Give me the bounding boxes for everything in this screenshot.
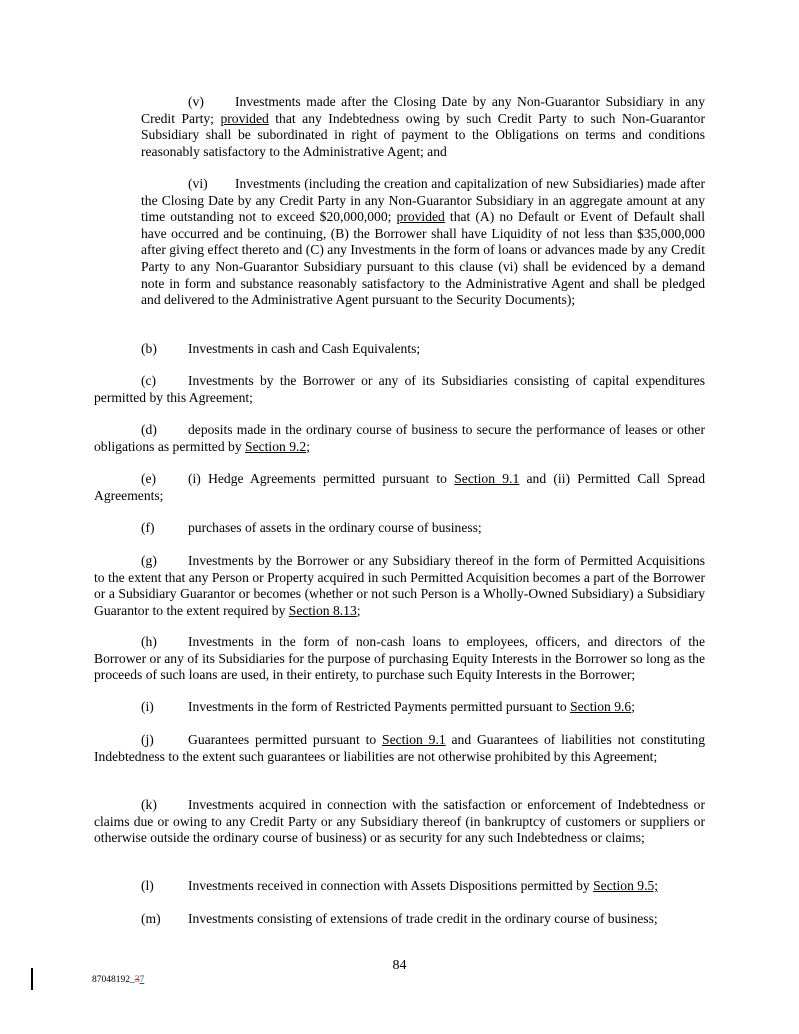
- clause-label: (m): [141, 911, 161, 926]
- clause-text: Investments (including the creation and capitalization of new Subsidiaries) made after the Closing Date by any Credit Party in any Non-Guarantor Subsidiary in an aggregate amount at any time outstanding not to exceed $20,000,000;: [141, 176, 705, 225]
- clause-i: [94, 699, 705, 716]
- clause-f: [94, 520, 705, 537]
- deleted-revision: 3: [134, 975, 140, 985]
- clause-label: (i): [141, 699, 154, 714]
- clause-text: Investments in the form of Restricted Payments permitted pursuant to: [188, 699, 571, 714]
- clause-underlined: provided: [220, 110, 269, 126]
- clause-text: Investments in cash and Cash Equivalents;: [188, 341, 421, 356]
- clause-text: and (ii) Permitted Call Spread Agreements;: [94, 471, 706, 503]
- clause-label: (e): [141, 471, 157, 486]
- clause-label: (l): [141, 878, 154, 893]
- revision-bar: [31, 968, 33, 990]
- clause-label: (k): [141, 797, 157, 812]
- clause-text: ;: [356, 602, 361, 618]
- clause-label: (h): [141, 634, 157, 649]
- clause-label: (b): [141, 341, 157, 356]
- clause-g: [94, 553, 705, 619]
- clause-v: [141, 94, 705, 160]
- doc-id: 87048192_: [92, 975, 135, 985]
- clause-c: [94, 373, 705, 406]
- clause-label: (vi): [188, 176, 208, 191]
- clause-text: (i) Hedge Agreements permitted pursuant to: [188, 471, 455, 486]
- clause-j: [94, 732, 705, 765]
- clause-e: [94, 471, 705, 504]
- clause-text: ;: [631, 699, 636, 714]
- clause-text: Investments received in connection with Assets Dispositions permitted by: [188, 878, 594, 893]
- section-ref: Section 9.6: [570, 699, 632, 714]
- clause-text: Guarantees permitted pursuant to: [188, 732, 383, 747]
- clause-text: deposits made in the ordinary course of business to secure the performance of leases or other obligations as permitted by: [94, 422, 705, 454]
- clause-k: [94, 797, 705, 847]
- clause-text: Investments in the form of non-cash loans to employees, officers, and directors of the Borrower or any of its Subsidiaries for the purpose of purchasing Equity Interests in the Borrower so long as the proceeds of such loans are used, in their entirety, to purchase such Equity Interests in the Borrower;: [94, 634, 705, 683]
- clause-text: purchases of assets in the ordinary course of business;: [188, 520, 482, 535]
- clause-text: that any Indebtedness owing by such Credit Party to such Non-Guarantor Subsidiary shall be subordinated in right of payment to the Obligations on terms and conditions reasonably satisfactory to the Administrative Agent; and: [141, 110, 705, 159]
- clause-label: (j): [141, 732, 154, 747]
- clause-label: (g): [141, 553, 157, 568]
- clause-text: Investments by the Borrower or any of its Subsidiaries consisting of capital expenditures permitted by this Agreement;: [94, 373, 705, 405]
- clause-vi: [141, 176, 705, 309]
- clause-text: that (A) no Default or Event of Default shall have occurred and be continuing, (B) the Borrower shall have Liquidity of not less than $35,000,000 after giving effect thereto and (C) any Investments in the form of loans or advances made by any Credit Party to any Non-Guarantor Subsidiary pursuant to this clause (vi) shall be evidenced by a demand note in form and substance reasonably satisfactory to the Administrative Agent and shall be pledged and delivered to the Administrative Agent pursuant to the Security Documents);: [141, 209, 705, 308]
- clause-label: (v): [188, 94, 204, 109]
- section-ref: Section 9.1: [454, 471, 520, 486]
- section-ref: Section 9.2: [245, 438, 307, 454]
- inserted-revision: 7: [139, 975, 145, 985]
- clause-text: ;: [306, 438, 310, 454]
- clause-m: [94, 911, 705, 928]
- clause-text: and Guarantees of liabilities not constituting Indebtedness to the extent such guarantees or liabilities are not otherwise prohibited by this Agreement;: [94, 732, 706, 764]
- clause-label: (f): [141, 520, 155, 535]
- clause-l: [94, 878, 705, 895]
- section-ref: Section 9.1: [382, 732, 446, 747]
- clause-text: Investments consisting of extensions of trade credit in the ordinary course of business;: [188, 911, 658, 926]
- section-ref: Section 8.13: [288, 602, 357, 618]
- clause-text: Investments made after the Closing Date by any Non-Guarantor Subsidiary in any Credit Party;: [141, 94, 705, 126]
- clause-d: [94, 422, 705, 455]
- clause-label: (c): [141, 373, 157, 388]
- footer-doc-id: [92, 975, 144, 985]
- clause-text: Investments acquired in connection with the satisfaction or enforcement of Indebtedness or claims due or owing to any Credit Party or any Subsidiary thereof (in bankruptcy of customers or suppliers or otherwise outside the ordinary course of business) or as security for any such Indebtedness or claims;: [94, 797, 705, 846]
- clause-h: [94, 634, 705, 684]
- clause-text: Investments by the Borrower or any Subsidiary thereof in the form of Permitted Acquisitions to the extent that any Person or Property acquired in such Permitted Acquisition becomes a part of the Borrower or a Subsidiary Guarantor or becomes (whether or not such Person is a Wholly-Owned Subsidiary) a Subsidiary Guarantor to the extent required by: [94, 553, 705, 618]
- clause-b: [94, 341, 705, 358]
- clause-label: (d): [141, 422, 157, 437]
- page-number: 84: [392, 958, 407, 973]
- clause-underlined: provided: [396, 209, 445, 225]
- section-ref: Section 9.5;: [593, 878, 659, 893]
